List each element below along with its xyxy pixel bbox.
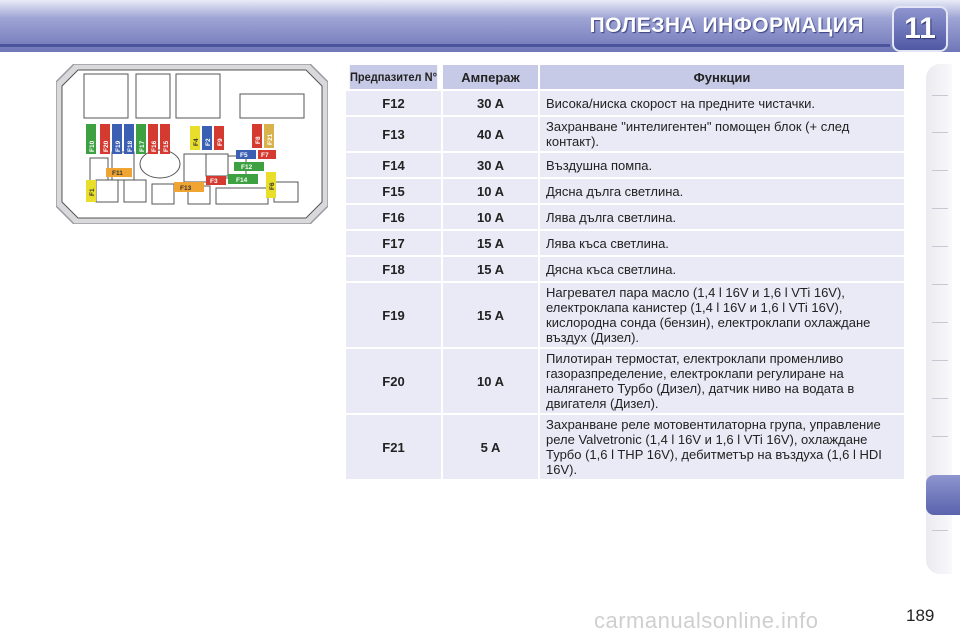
fuse-label: F17 xyxy=(139,140,146,152)
function-cell: Дясна къса светлина. xyxy=(540,257,904,281)
fuse-cell: F18 xyxy=(346,257,441,281)
function-cell: Лява дълга светлина. xyxy=(540,205,904,229)
fuse-cell: F13 xyxy=(346,117,441,151)
index-tick xyxy=(932,436,948,437)
fuse-cell: F15 xyxy=(346,179,441,203)
index-tick xyxy=(932,208,948,209)
fuse-cell: F19 xyxy=(346,283,441,347)
fuse-label: F3 xyxy=(210,178,218,185)
index-tick xyxy=(932,246,948,247)
amperage-cell: 15 A xyxy=(443,231,538,255)
table-row xyxy=(346,205,904,229)
chapter-tab xyxy=(892,6,948,52)
table-row xyxy=(346,415,904,479)
fuse-label: F19 xyxy=(115,140,122,152)
amperage-cell: 10 A xyxy=(443,349,538,413)
fuse-label: F20 xyxy=(103,140,110,152)
index-tick xyxy=(932,284,948,285)
fuse-cell: F16 xyxy=(346,205,441,229)
fuse-label: F6 xyxy=(269,182,276,190)
amperage-cell: 15 A xyxy=(443,283,538,347)
amperage-cell: 40 A xyxy=(443,117,538,151)
fuse-cell: F12 xyxy=(346,91,441,115)
page-title: ПОЛЕЗНА ИНФОРМАЦИЯ xyxy=(589,14,864,37)
table-row xyxy=(346,231,904,255)
table-row xyxy=(346,179,904,203)
page-number: 189 xyxy=(906,606,935,625)
amperage-cell: 10 A xyxy=(443,179,538,203)
fuse-label: F4 xyxy=(193,138,200,146)
fuse-label: F7 xyxy=(261,152,269,159)
amperage-cell: 10 A xyxy=(443,205,538,229)
index-tick xyxy=(932,95,948,96)
header-divider xyxy=(0,44,890,47)
fuse-cell: F20 xyxy=(346,349,441,413)
table-row xyxy=(346,153,904,177)
index-tick xyxy=(932,530,948,531)
fuse-box-diagram xyxy=(56,64,328,224)
function-cell: Захранване реле мотовентилаторна група, управление реле Valvetronic (1,4 l 16V и 1,6 l VTi 16V), охлаждане Турбо (1,6 l THP 16V), дебитметър на въздуха (1,6 l HDI 16V). xyxy=(540,415,904,479)
chapter-number: 11 xyxy=(904,12,936,45)
fuse-label: F12 xyxy=(241,164,253,171)
amperage-cell: 15 A xyxy=(443,257,538,281)
fuse-label: F8 xyxy=(255,136,262,144)
function-cell: Нагревател пара масло (1,4 l 16V и 1,6 l VTi 16V), електроклапа канистер (1,4 l 16V и 1,6 l VTi 16V), кислородна сонда (бензин), електроклапи охлаждане въздух (Дизел). xyxy=(540,283,904,347)
table-row xyxy=(346,117,904,151)
index-tick xyxy=(932,398,948,399)
fuse-cell: F21 xyxy=(346,415,441,479)
table-row xyxy=(346,257,904,281)
watermark: carmanualsonline.info xyxy=(594,608,819,633)
fuse-label: F2 xyxy=(205,138,212,146)
amperage-cell: 30 A xyxy=(443,153,538,177)
fuse-label: F1 xyxy=(89,188,96,196)
function-cell: Дясна дълга светлина. xyxy=(540,179,904,203)
table-header-row xyxy=(346,65,904,89)
index-tick xyxy=(932,132,948,133)
fuse-label: F15 xyxy=(163,140,170,152)
fuse-label: F9 xyxy=(217,138,224,146)
fuse-cell: F17 xyxy=(346,231,441,255)
amperage-cell: 30 A xyxy=(443,91,538,115)
table-row xyxy=(346,349,904,413)
column-header-functions: Функции xyxy=(540,65,904,89)
active-chapter-marker xyxy=(926,475,960,515)
fuse-label: F13 xyxy=(180,185,192,192)
fuse-table xyxy=(344,63,906,481)
function-cell: Въздушна помпа. xyxy=(540,153,904,177)
index-tick xyxy=(932,170,948,171)
table-row xyxy=(346,283,904,347)
function-cell: Пилотиран термостат, електроклапи променливо газоразпределение, електроклапи регулиране на налягането Турбо (Дизел), датчик ниво на водата в двигателя (Дизел). xyxy=(540,349,904,413)
amperage-cell: 5 A xyxy=(443,415,538,479)
function-cell: Висока/ниска скорост на предните чистачки. xyxy=(540,91,904,115)
function-cell: Лява къса светлина. xyxy=(540,231,904,255)
fuse-label: F18 xyxy=(127,140,134,152)
index-tick xyxy=(932,322,948,323)
fuse-label: F5 xyxy=(240,152,248,159)
column-header-amperage: Ампераж xyxy=(443,65,538,89)
fuse-label: F21 xyxy=(267,133,274,145)
index-tick xyxy=(932,360,948,361)
fuse-label: F14 xyxy=(236,177,248,184)
fuse-label: F16 xyxy=(151,140,158,152)
column-header-fuse: Предпазител N° xyxy=(350,65,437,89)
fuse-cell: F14 xyxy=(346,153,441,177)
table-row xyxy=(346,91,904,115)
function-cell: Захранване "интелигентен" помощен блок (+ след контакт). xyxy=(540,117,904,151)
fuse-label: F11 xyxy=(112,170,123,177)
fuse-label: F10 xyxy=(89,140,96,152)
